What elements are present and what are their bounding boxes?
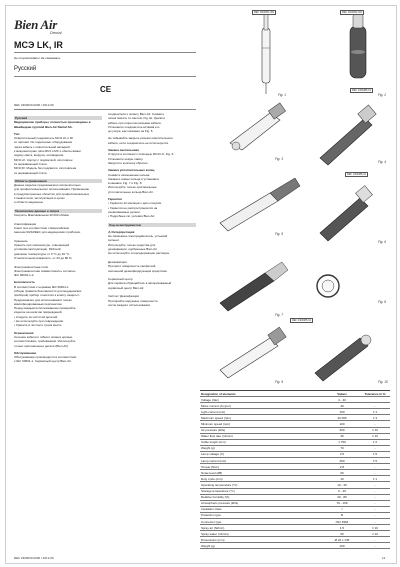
specs-designation: Weight (g) <box>200 445 324 451</box>
specs-designation: Noise level (dB) <box>200 470 324 476</box>
footer-ref: REF 2300030-0000 / 2012.09 <box>14 556 54 560</box>
text-line: Протрите поверхность салфеткой, <box>108 264 157 269</box>
text-line: Классификация <box>14 221 37 226</box>
figure-ref-tag: REF 1300385-01 <box>352 89 372 92</box>
section-heading: Замена светильника <box>108 148 139 153</box>
specs-value: 2.8 <box>324 464 360 470</box>
text-line: Смажьте новые кольца и установите <box>108 176 160 181</box>
fig6-drawing <box>320 186 372 241</box>
specs-designation: Water flow rate (ml/min) <box>200 433 324 439</box>
text-line: Сечение кабеля и гибкого шланга должно <box>14 334 73 339</box>
warning-subheading-text: Интерпретация <box>111 229 135 234</box>
text-line: Закрутите колпачок обратно. <box>108 160 149 165</box>
section-heading: Технические данные и запуск <box>14 209 102 213</box>
text-line: подачу света, воздуха, охлаждения. <box>14 153 65 158</box>
text-line: Используйте только средства для <box>108 242 156 247</box>
specs-value: 4 - 40 <box>324 397 360 403</box>
section-body <box>14 355 102 364</box>
text-line: Дезинфекция <box>108 259 127 264</box>
text-line: соединителя к шлангу Bien-Air. Снимите <box>108 112 165 116</box>
text-line: • Не используйте при повреждении. <box>14 319 64 324</box>
specs-tolerance: ± 10 <box>360 433 390 439</box>
section-lead: Медицинские приборы, полностью произведены в Швейцарии группой Bien-Air Dental SA. <box>14 120 91 129</box>
header-bottom-rule <box>14 109 196 110</box>
specs-tolerance: ± 5 <box>360 458 390 464</box>
figure-label: Fig. 1 <box>278 93 286 97</box>
text-line: Хранение <box>14 238 28 243</box>
figure-ref-tag: REF 1300385-01 <box>347 173 367 176</box>
text-line: Данное изделие предназначено исключительно <box>14 183 81 188</box>
text-line: Не используйте хлорсодержащие растворы. <box>108 251 171 256</box>
figure-label: Fig. 10 <box>378 380 388 384</box>
text-line: (общие правила безопасности для медицинских <box>14 288 82 293</box>
figure-label: Fig. 2 <box>378 93 386 97</box>
text-line: Предназначен для использования только <box>14 297 72 302</box>
specs-tolerance: - <box>360 543 390 549</box>
specs-designation: Cable length (mm) <box>200 439 324 445</box>
text-line: Относительная влажность: от 20 до 80 %. <box>14 255 73 260</box>
lang-rule <box>14 76 196 77</box>
specs-designation: Insulation class <box>200 506 324 512</box>
specs-designation: Operating temperature (°C) <box>200 482 324 488</box>
text-line: кабель при открытом разъёме кабеля. <box>108 120 162 125</box>
text-line: приборов) прибор относится к классу защиты I. <box>14 293 81 298</box>
text-line: Перед каждым использованием проверяйте <box>14 306 76 311</box>
text-line: к микромоторам типа MC3 и MX и обеспечивает <box>14 149 82 154</box>
specs-tolerance: - <box>360 403 390 409</box>
specs-designation: Weight (g) <box>200 543 324 549</box>
specs-value: 100 <box>324 421 360 427</box>
fig10-drawing <box>315 335 371 381</box>
warning-subheading: ⚠ Интерпретация <box>108 229 135 234</box>
text-line: стоматологов, эксплуатация в целях <box>14 196 65 201</box>
text-line: дезинфекции, одобренные Bien-Air. <box>108 247 158 252</box>
text-line: Электромагнитные поля <box>14 264 48 269</box>
text-line: до упора, как показано на Fig. 5. <box>108 129 154 134</box>
specs-value: 150 <box>324 409 360 415</box>
figure-label: Fig. 5 <box>275 232 283 236</box>
fig8-drawing <box>317 275 339 297</box>
specs-value: 70 - 106 <box>324 500 360 506</box>
specs-value: 40 000 <box>324 415 360 421</box>
figure-ref-tag: REF 1600051-001 <box>254 11 275 14</box>
specs-tolerance: - <box>360 464 390 470</box>
text-line: сервисный центр Bien-Air. <box>108 285 145 290</box>
text-line: Установите новую лампу. <box>108 156 144 161</box>
text-line: только оригинальные детали (Bien-Air). <box>14 343 69 348</box>
specs-tolerance: - <box>360 488 390 494</box>
section-body <box>108 234 196 307</box>
text-column-2 <box>108 112 196 307</box>
specs-header-tolerance: Tolerance in % <box>360 391 390 397</box>
specs-designation: Duty cycle (min) <box>200 476 324 482</box>
specs-tolerance: - <box>360 482 390 488</box>
specs-designation: Air pressure (kPa) <box>200 427 324 433</box>
specs-value: I <box>324 506 360 512</box>
section-heading: Русский <box>14 116 102 120</box>
text-line: Открутите колпачок с помощью MCЭ LK, Fig. 6. <box>108 152 175 157</box>
page-title: MCЭ LK, IR <box>14 40 63 50</box>
text-line: Осветительный соединитель MCЭ LK и IR <box>14 136 73 141</box>
section-body <box>14 213 102 277</box>
text-line: в канавки. Fig. 7 и Fig. 8. <box>108 181 143 186</box>
text-line: условиям эксплуатации. Рабочий <box>14 247 61 252</box>
specs-tolerance: ± 10 <box>360 427 390 433</box>
text-line: Для сервиса обращайтесь в авторизованный <box>108 281 172 286</box>
text-line: изнашиваемые детали. <box>108 209 141 214</box>
specs-value: 200 <box>324 427 360 433</box>
text-line: шланг вместе со светом. Fig. Ш. Удалите <box>108 116 166 121</box>
specs-value: 40 <box>324 403 360 409</box>
specs-value: 250 <box>324 458 360 464</box>
specs-designation: Spray air (Nl/min) <box>200 525 324 531</box>
specs-value: 0 - 40 <box>324 488 360 494</box>
text-line: Не смазывать электродвигатель, устьевой <box>108 234 168 239</box>
fig5-drawing <box>220 178 300 231</box>
specs-tolerance: ± 1 <box>360 409 390 415</box>
brand-logo: Bien Air <box>14 17 57 32</box>
specs-designation: Light current (mA) <box>200 409 324 415</box>
specs-value: 60 <box>324 470 360 476</box>
text-line: • Подробнее см. условия Bien-Air. <box>108 214 155 219</box>
specs-tolerance: - <box>360 470 390 476</box>
text-line: IEC 60601-1-2. <box>14 273 35 278</box>
page-number: 12 <box>382 556 386 560</box>
section-heading: Тип <box>14 131 20 136</box>
text-line: Чистка / Дезинфекция <box>108 294 139 299</box>
text-line: законом 93/42/ЕЕС для медицинских приборов. <box>14 230 81 235</box>
text-line: Установите соединитель вставив его <box>108 124 160 129</box>
specs-designation: Maximum speed (rpm) <box>200 415 324 421</box>
text-line: после каждого использования. <box>108 302 151 307</box>
text-line: изделие на наличие повреждений. <box>14 310 63 315</box>
text-line: • Следите за чистотой деталей. <box>14 314 59 319</box>
figure-label: Fig. 3 <box>275 157 283 161</box>
specs-designation: Dimensions (mm) <box>200 537 324 543</box>
specs-designation: Lamp current (mA) <box>200 458 324 464</box>
fig1-drawing <box>262 12 270 94</box>
text-line: MCЭ LK. Корпус с подсветкой, изготовлен <box>14 157 73 162</box>
specs-designation: Voltage (Vac) <box>200 397 324 403</box>
text-line: Скорость Максимальная 40 000 об/мин <box>14 212 69 217</box>
specs-value: 10 - 40 <box>324 482 360 488</box>
section-heading: Обслуживание <box>14 350 37 355</box>
text-line: квалифицированным персоналом. <box>14 301 63 306</box>
section-body <box>14 335 102 348</box>
text-column-1 <box>14 112 102 364</box>
text-line: • Гарантия 12 месяцев с даты покупки. <box>108 201 162 206</box>
specs-tolerance: ± 10 <box>360 531 390 537</box>
text-line: из нержавеющей стали. <box>14 170 48 175</box>
text-line: с IEC 60601-1. Сервисный центр Bien-Air. <box>14 359 72 364</box>
figure-label: Fig. 6 <box>378 240 386 244</box>
specs-tolerance: ± 2 <box>360 439 390 445</box>
specs-table <box>200 390 390 549</box>
section-body <box>108 201 196 218</box>
specs-tolerance: - <box>360 518 390 524</box>
text-line: Хранить при температуре, отвечающей <box>14 243 70 248</box>
figure-label: Fig. 9 <box>275 380 283 384</box>
section-body <box>108 152 196 165</box>
text-line: соответствовать требованиям. Используйте <box>14 339 76 344</box>
section-body <box>14 136 102 175</box>
specs-tolerance: - <box>360 500 390 506</box>
ce-mark: CE <box>100 85 112 94</box>
specs-designation: Torque (Ncm) <box>200 464 324 470</box>
section-body <box>108 173 196 194</box>
text-line: Используйте только оригинальные <box>108 185 157 190</box>
specs-body <box>200 397 390 549</box>
specs-designation: Relative humidity (%) <box>200 494 324 500</box>
figure-ref-tag: REF 1300385-01 <box>292 319 312 322</box>
text-line: Снимите изношенные кольца. <box>108 172 150 177</box>
text-line: Протирайте наружные поверхности <box>108 298 158 303</box>
fig7-drawing <box>220 262 288 311</box>
specs-value: Ø 22 x 145 <box>324 537 360 543</box>
specs-value: 10 <box>324 476 360 482</box>
text-line: Обслуживание производится в соответствии <box>14 355 77 360</box>
specs-tolerance: - <box>360 512 390 518</box>
specs-value: 100 <box>324 543 360 549</box>
specs-value: B <box>324 512 360 518</box>
section-body <box>14 183 102 204</box>
specs-value: 50 <box>324 531 360 537</box>
figure-ref-tag: REF 1600052-001 <box>342 11 363 14</box>
specs-tolerance: ± 1 <box>360 476 390 482</box>
text-line: из нержавеющей стали. <box>14 161 48 166</box>
text-line: • Гарантия не распространяется на <box>108 205 158 210</box>
specs-value: 70 <box>324 445 360 451</box>
section-body <box>108 136 196 145</box>
text-line: сегмент. <box>108 238 120 243</box>
text-line: для профессионального использования. Применение <box>14 187 90 192</box>
figure-label: Fig. 4 <box>378 160 386 164</box>
header-ref: REF 2300030-0000 / 2012.09 <box>14 103 54 107</box>
specs-value: 20 - 80 <box>324 494 360 500</box>
specs-tolerance: - <box>360 537 390 543</box>
specs-value: 3.5 <box>324 451 360 457</box>
specs-tolerance: - <box>360 421 390 427</box>
text-line: уплотнительные кольца Bien-Air. <box>108 189 154 194</box>
specs-tolerance: ± 3 <box>360 415 390 421</box>
header-note: Не стерилизовать! Не смазывать. <box>14 56 62 60</box>
specs-tolerance: - <box>360 506 390 512</box>
figure-label: Fig. 7 <box>275 313 283 317</box>
specs-value: 45 <box>324 433 360 439</box>
fig9-drawing <box>220 327 286 378</box>
specs-designation: Atmospheric pressure (kPa) <box>200 500 324 506</box>
figures-area <box>200 8 395 388</box>
brand-sub: Dental <box>50 30 62 35</box>
title-rule <box>14 52 196 53</box>
text-line: MCЭ IR. Модель без подсветки, изготовлена <box>14 166 77 171</box>
specs-value: 1.5 <box>324 525 360 531</box>
section-heading: Область применения <box>14 179 102 183</box>
specs-designation: Lamp voltage (V) <box>200 451 324 457</box>
fig3-drawing <box>230 103 286 150</box>
text-line: через кабель с осветительной насадкой <box>14 144 70 149</box>
text-line: и области медицины. <box>14 200 44 205</box>
specs-value: ISO 3964 <box>324 518 360 524</box>
specs-designation: Storage temperature (°C) <box>200 488 324 494</box>
fig2-drawing <box>350 14 366 78</box>
figure-label: Fig. 8 <box>378 300 386 304</box>
specs-tolerance: ± 5 <box>360 451 390 457</box>
specs-tolerance: ± 10 <box>360 525 390 531</box>
specs-row <box>200 543 390 549</box>
section-body <box>14 285 102 328</box>
language-label: Русский <box>14 66 37 72</box>
specs-header-designation: Designation of elements <box>200 391 324 397</box>
text-line: диапазон температуры от 0 °C до 40 °C. <box>14 251 71 256</box>
section-heading: Замена уплотнительных колец <box>108 168 155 173</box>
section-body <box>108 112 196 133</box>
text-line: в предусмотренных областях для профессиональных <box>14 191 90 196</box>
specs-header-value: Values <box>324 391 360 397</box>
text-line: со щёткам. Он подключает оборудование <box>14 140 73 145</box>
section-heading: Ход за инструментом <box>108 223 196 227</box>
text-line: кабеля, если соединитель не используется. <box>108 140 169 145</box>
specs-designation: Spray water (ml/min) <box>200 531 324 537</box>
text-line: Класс Iа в соответствии с Европейским <box>14 225 69 230</box>
section-heading: Безопасность <box>14 280 35 285</box>
specs-designation: Protection type <box>200 512 324 518</box>
text-line: Электромагнитная совместимость согласно <box>14 268 76 273</box>
fig4-drawing <box>320 105 376 165</box>
specs-value: 1 750 <box>324 439 360 445</box>
text-line: • Храните в чистом и сухом месте. <box>14 323 63 328</box>
specs-designation: Connector type <box>200 518 324 524</box>
text-line: В соответствии с нормами IEC 60601-1 <box>14 284 69 289</box>
specs-designation: Motor current (A) (per) <box>200 403 324 409</box>
section-heading: Ограничения <box>14 330 34 335</box>
text-line: Не забывайте закрыть разъём осветительного <box>108 136 173 141</box>
text-line: Сервисный центр <box>108 277 133 282</box>
section-heading: Гарантия <box>108 197 122 202</box>
specs-designation: Minimum speed (rpm) <box>200 421 324 427</box>
specs-tolerance: - <box>360 494 390 500</box>
text-line: смоченной дезинфицирующим средством. <box>108 268 168 273</box>
specs-tolerance: - <box>360 445 390 451</box>
